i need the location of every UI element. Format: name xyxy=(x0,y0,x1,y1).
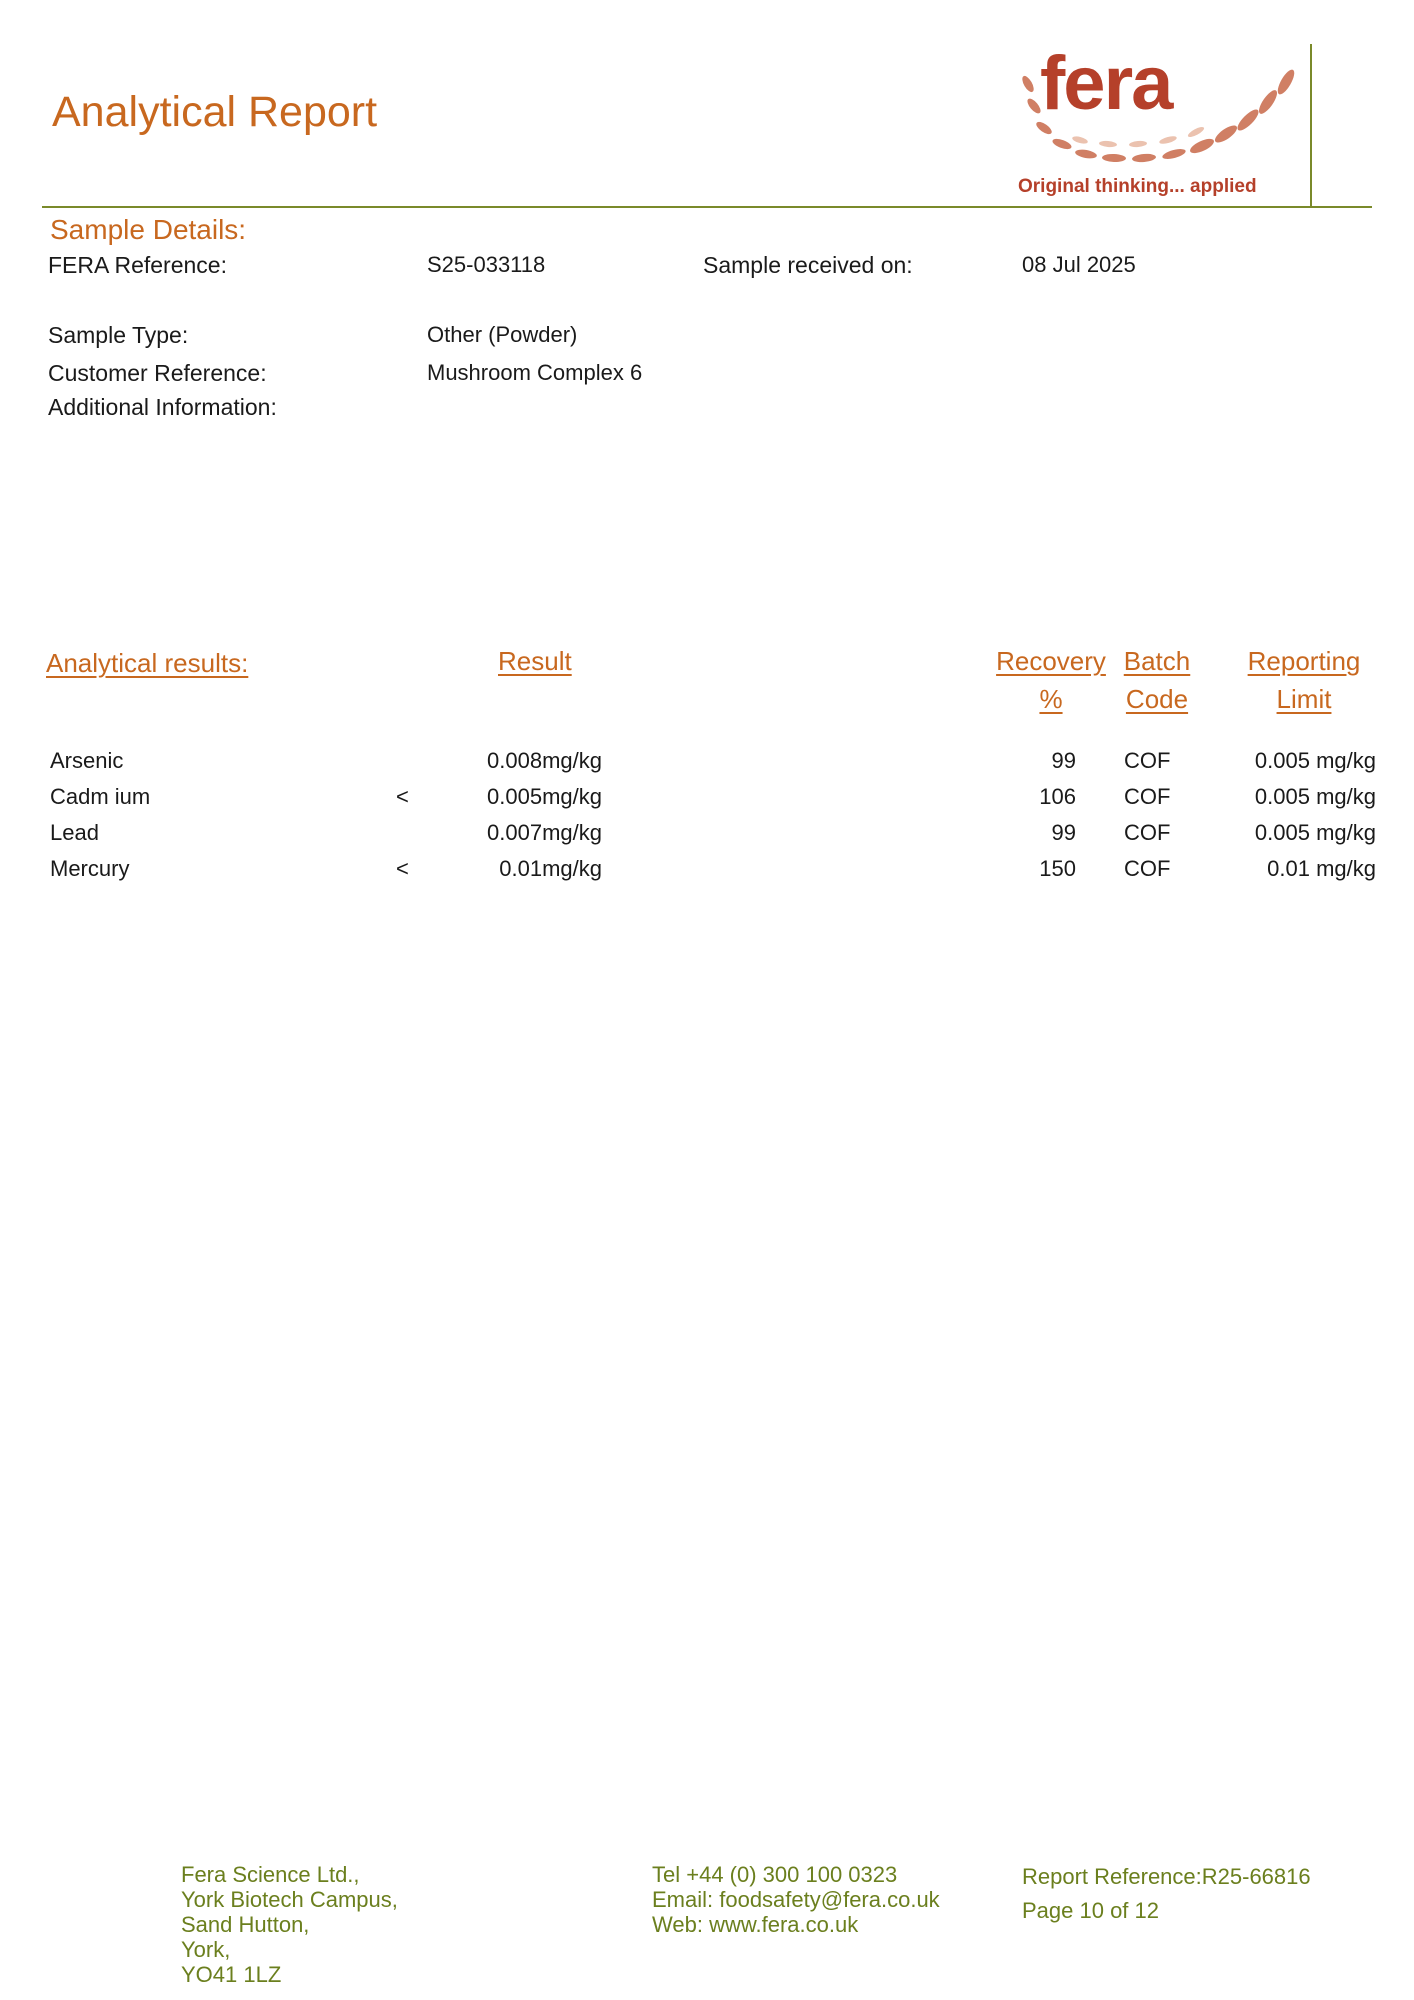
row-analyte: Lead xyxy=(50,820,99,845)
received-label: Sample received on: xyxy=(703,252,913,278)
header-vertical-divider xyxy=(1310,44,1312,208)
fera-reference-label: FERA Reference: xyxy=(48,252,227,278)
page-number: Page 10 of 12 xyxy=(1022,1898,1160,1923)
col-batch-line2: Code xyxy=(1125,684,1189,714)
footer-address-line: Sand Hutton, xyxy=(181,1912,310,1937)
col-recovery-line1: Recovery xyxy=(996,646,1106,676)
row-recovery: 99 xyxy=(1051,748,1076,773)
row-qualifier: < xyxy=(396,856,409,881)
row-analyte: Arsenic xyxy=(50,748,124,773)
row-analyte: Mercury xyxy=(50,856,130,881)
row-batch: COF xyxy=(1124,748,1171,773)
row-result: 0.008mg/kg xyxy=(487,748,602,773)
col-batch-header xyxy=(1112,642,1202,718)
footer-address-line: Fera Science Ltd., xyxy=(181,1862,360,1887)
page-title: Analytical Report xyxy=(52,88,378,136)
logo-tagline: Original thinking... applied xyxy=(1018,176,1257,197)
row-result: 0.005mg/kg xyxy=(487,784,602,809)
footer-report-info xyxy=(1022,1864,1311,1923)
row-limit: 0.005 mg/kg xyxy=(1254,784,1376,809)
row-qualifier: < xyxy=(396,784,409,809)
col-result-header: Result xyxy=(498,646,572,676)
sample-type-label: Sample Type: xyxy=(48,322,189,348)
row-analyte: Cadm ium xyxy=(50,784,151,809)
row-batch: COF xyxy=(1124,784,1171,809)
row-limit: 0.01 mg/kg xyxy=(1267,856,1376,881)
footer-contact xyxy=(652,1862,940,1937)
row-recovery: 106 xyxy=(1039,784,1076,809)
customer-reference-value: Mushroom Complex 6 xyxy=(427,360,643,385)
footer-address xyxy=(181,1862,398,1987)
fera-logo xyxy=(1010,41,1310,204)
report-reference: Report Reference:R25-66816 xyxy=(1022,1864,1311,1889)
footer-address-line: York Biotech Campus, xyxy=(181,1887,398,1912)
footer-web: Web: www.fera.co.uk xyxy=(652,1912,859,1937)
results-heading: Analytical results: xyxy=(46,648,249,678)
footer-address-line: York, xyxy=(181,1937,231,1962)
row-recovery: 150 xyxy=(1039,856,1076,881)
footer-phone: Tel +44 (0) 300 100 0323 xyxy=(652,1862,898,1887)
row-recovery: 99 xyxy=(1051,820,1076,845)
row-limit: 0.005 mg/kg xyxy=(1254,820,1376,845)
sample-type-value: Other (Powder) xyxy=(427,322,578,347)
header-divider xyxy=(42,206,1372,208)
fera-reference-value: S25-033118 xyxy=(427,252,546,277)
row-result: 0.007mg/kg xyxy=(487,820,602,845)
col-recovery-line2: % xyxy=(1039,684,1063,714)
col-limit-line2: Limit xyxy=(1276,684,1332,714)
additional-info-label: Additional Information: xyxy=(48,394,277,420)
row-batch: COF xyxy=(1124,820,1171,845)
logo-wordmark: fera xyxy=(1040,41,1172,126)
col-batch-line1: Batch xyxy=(1123,646,1191,676)
customer-reference-label: Customer Reference: xyxy=(48,360,267,386)
row-result: 0.01mg/kg xyxy=(499,856,602,881)
col-recovery-header xyxy=(990,642,1112,718)
footer-email: Email: foodsafety@fera.co.uk xyxy=(652,1887,940,1912)
col-limit-header xyxy=(1236,642,1372,718)
row-batch: COF xyxy=(1124,856,1171,881)
received-value: 08 Jul 2025 xyxy=(1022,252,1136,277)
sample-details-heading: Sample Details: xyxy=(50,214,247,245)
footer-address-line: YO41 1LZ xyxy=(181,1962,282,1987)
row-limit: 0.005 mg/kg xyxy=(1254,748,1376,773)
col-limit-line1: Reporting xyxy=(1247,646,1361,676)
